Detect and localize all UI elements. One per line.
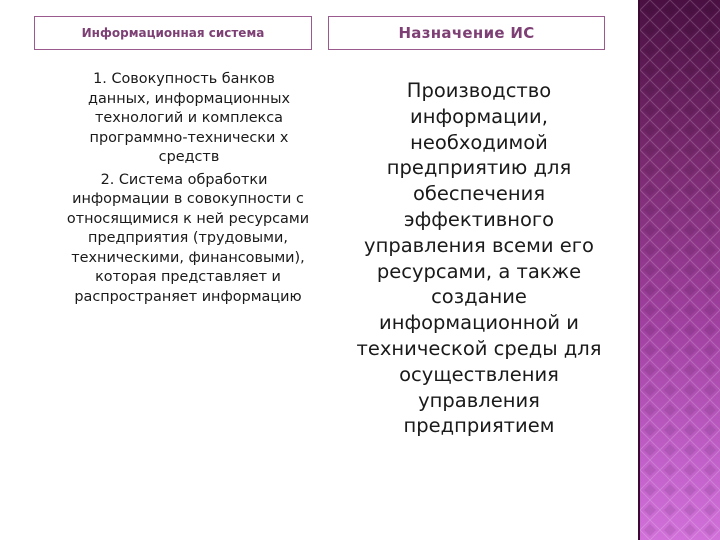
decorative-side-stripe xyxy=(640,0,720,540)
purpose-column xyxy=(350,78,608,439)
definition-1-first-line: 1. Совокупность банков xyxy=(93,71,275,87)
diamond-pattern-icon xyxy=(640,0,720,540)
header-purpose xyxy=(328,16,605,50)
definition-item-1 xyxy=(54,70,314,168)
definition-2-first-line: 2. Система обработки xyxy=(100,171,268,188)
header-left-title: Информационная система xyxy=(81,26,265,40)
definition-2-text: информации в совокупности с относящимися к ней ресурсами предприятия (трудовыми, техническими, финансовыми), которая представляет и распространяет информацию xyxy=(66,191,310,305)
definition-1-text: данных, информационных технологий и комплекса программно-технически х средств xyxy=(88,90,290,165)
header-right-title: Назначение ИС xyxy=(398,24,535,42)
purpose-text: Производство информации, необходимой предприятию для обеспечения эффективного управления всеми его ресурсами, а также создание информационной и технической среды для осуществления управления предприятием xyxy=(356,79,602,438)
definition-item-2 xyxy=(54,171,314,308)
definitions-column xyxy=(54,70,314,307)
header-information-system xyxy=(34,16,312,50)
